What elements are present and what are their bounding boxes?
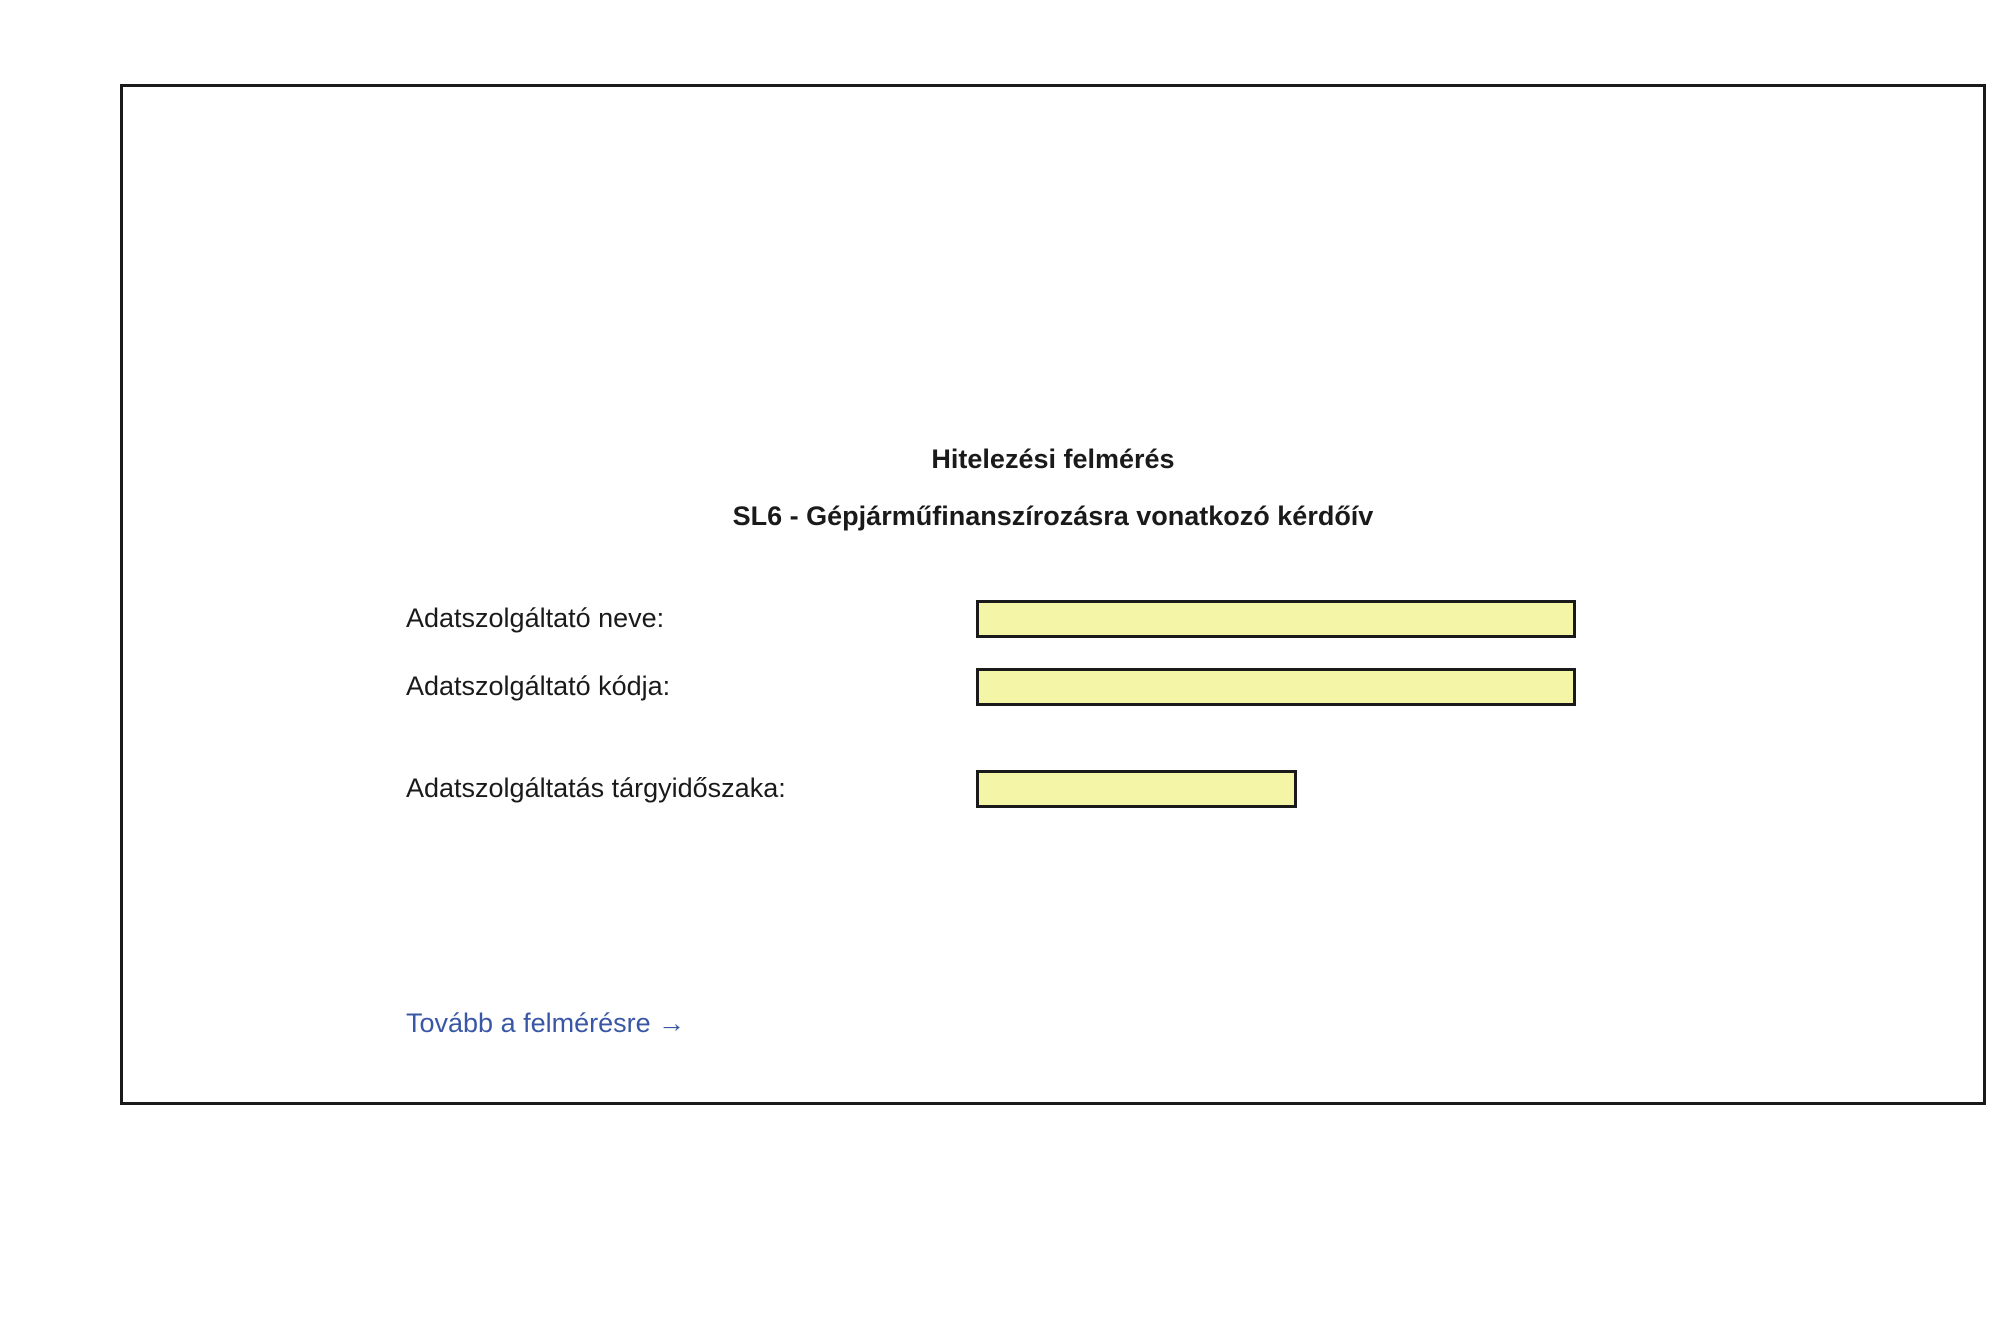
provider-code-input[interactable] (976, 668, 1576, 706)
page-subtitle: SL6 - Gépjárműfinanszírozásra vonatkozó kérdőív (732, 501, 1374, 531)
provider-name-label: Adatszolgáltató neve: (406, 603, 665, 633)
reporting-period-input[interactable] (976, 770, 1297, 808)
survey-frame (120, 84, 1986, 1105)
provider-name-input[interactable] (976, 600, 1576, 638)
reporting-period-label: Adatszolgáltatás tárgyidőszaka: (406, 773, 786, 803)
page-title: Hitelezési felmérés (931, 444, 1175, 474)
continue-to-survey-link[interactable]: Tovább a felmérésre → (406, 1008, 686, 1038)
provider-code-label: Adatszolgáltató kódja: (406, 671, 671, 701)
